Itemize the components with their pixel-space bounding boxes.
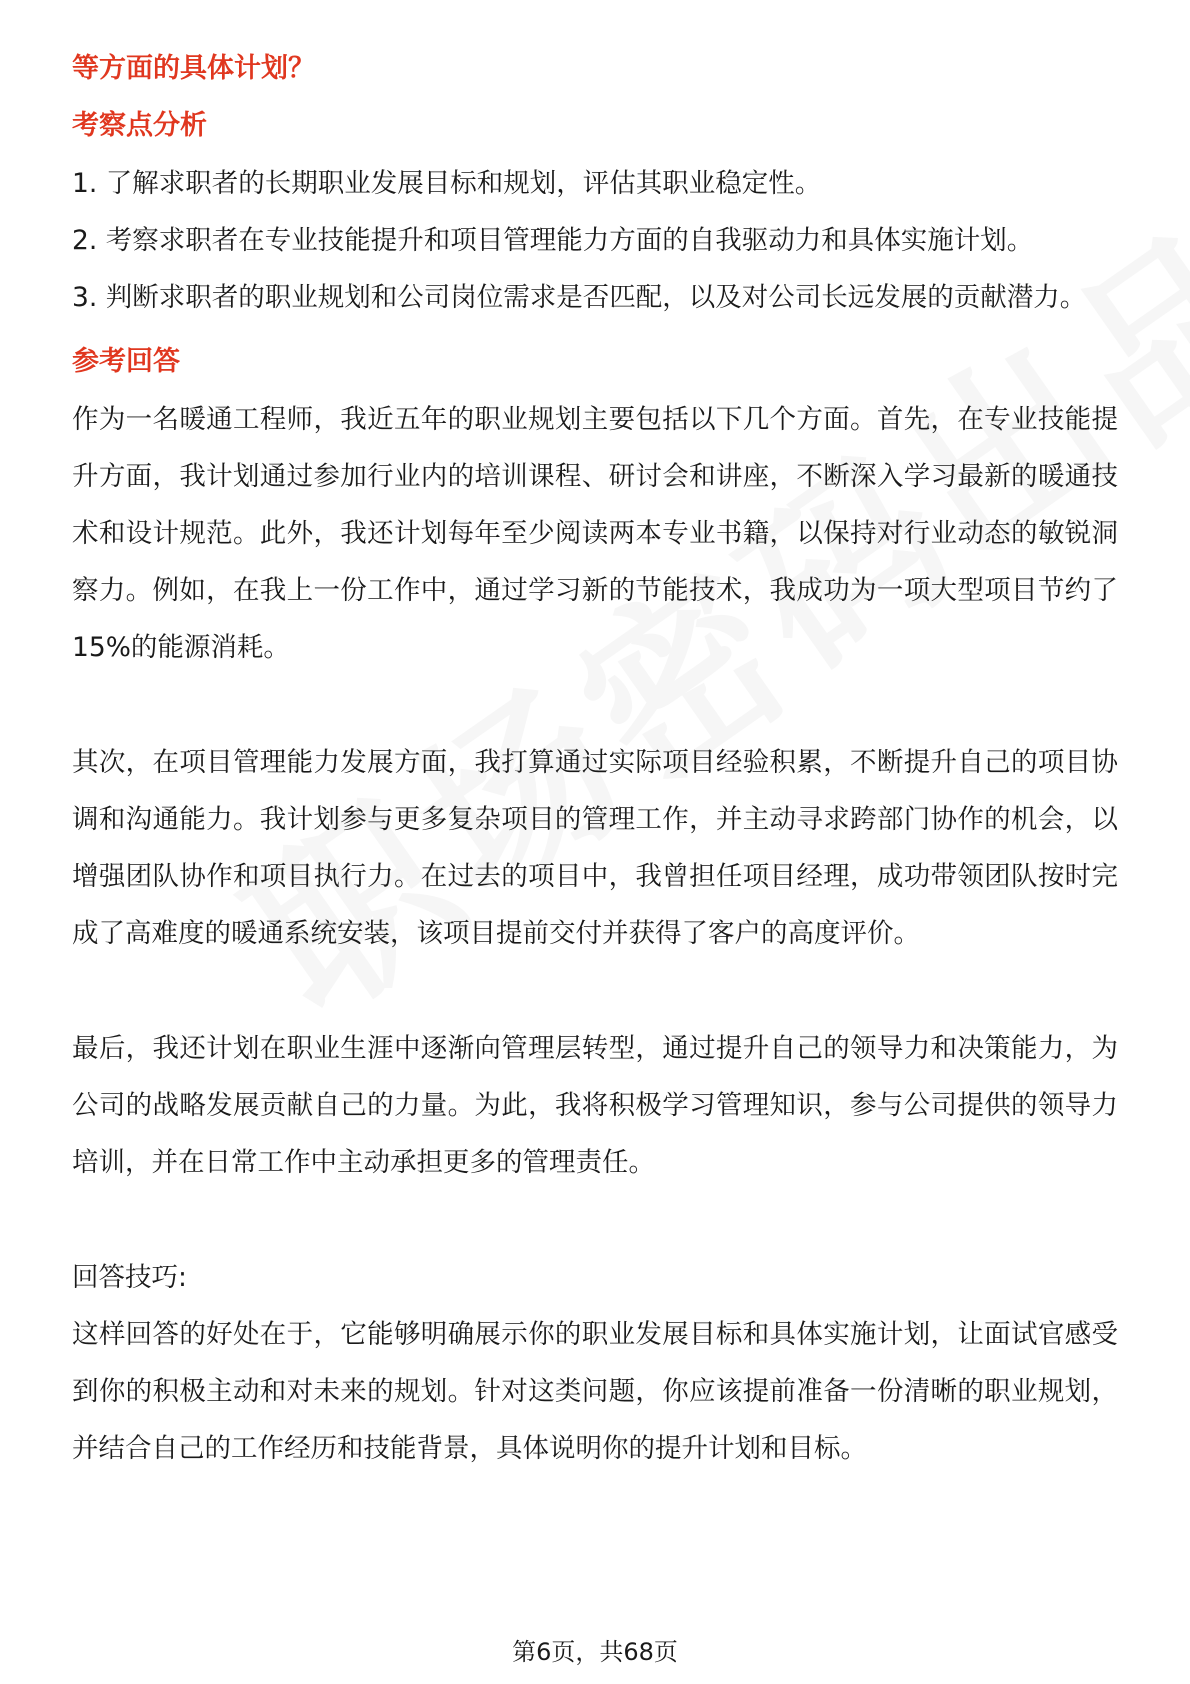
- answer-paragraph-2: 其次，在项目管理能力发展方面，我打算通过实际项目经验积累，不断提升自己的项目协调和沟通能力。我计划参与更多复杂项目的管理工作，并主动寻求跨部门协作的机会，以增强团队协作和项目执行力。在过去的项目中，我曾担任项目经理，成功带领团队按时完成了高难度的暖通系统安装，该项目提前交付并获得了客户的高度评价。: [72, 747, 1118, 949]
- analysis-heading: 考察点分析: [72, 110, 207, 141]
- answer-paragraph-1: 作为一名暖通工程师，我近五年的职业规划主要包括以下几个方面。首先，在专业技能提升方面，我计划通过参加行业内的培训课程、研讨会和讲座，不断深入学习最新的暖通技术和设计规范。此外，我还计划每年至少阅读两本专业书籍，以保持对行业动态的敏锐洞察力。例如，在我上一份工作中，通过学习新的节能技术，我成功为一项大型项目节约了15%的能源消耗。: [72, 404, 1118, 663]
- analysis-item-2: 2. 考察求职者在专业技能提升和项目管理能力方面的自我驱动力和具体实施计划。: [72, 225, 1034, 256]
- question-tail: 等方面的具体计划？: [72, 53, 315, 84]
- tips-label: 回答技巧:: [72, 1262, 187, 1293]
- page-number: 第6页，共68页: [512, 1638, 678, 1666]
- analysis-item-1: 1. 了解求职者的长期职业发展目标和规划，评估其职业稳定性。: [72, 168, 822, 199]
- answer-heading: 参考回答: [72, 346, 180, 377]
- tips-text: 这样回答的好处在于，它能够明确展示你的职业发展目标和具体实施计划，让面试官感受到你的积极主动和对未来的规划。针对这类问题，你应该提前准备一份清晰的职业规划，并结合自己的工作经历和技能背景，具体说明你的提升计划和目标。: [72, 1319, 1118, 1464]
- answer-paragraph-3: 最后，我还计划在职业生涯中逐渐向管理层转型，通过提升自己的领导力和决策能力，为公司的战略发展贡献自己的力量。为此，我将积极学习管理知识，参与公司提供的领导力培训，并在日常工作中主动承担更多的管理责任。: [72, 1033, 1118, 1178]
- analysis-item-3: 3. 判断求职者的职业规划和公司岗位需求是否匹配，以及对公司长远发展的贡献潜力。: [72, 282, 1087, 313]
- document-page: [72, 48, 1118, 1477]
